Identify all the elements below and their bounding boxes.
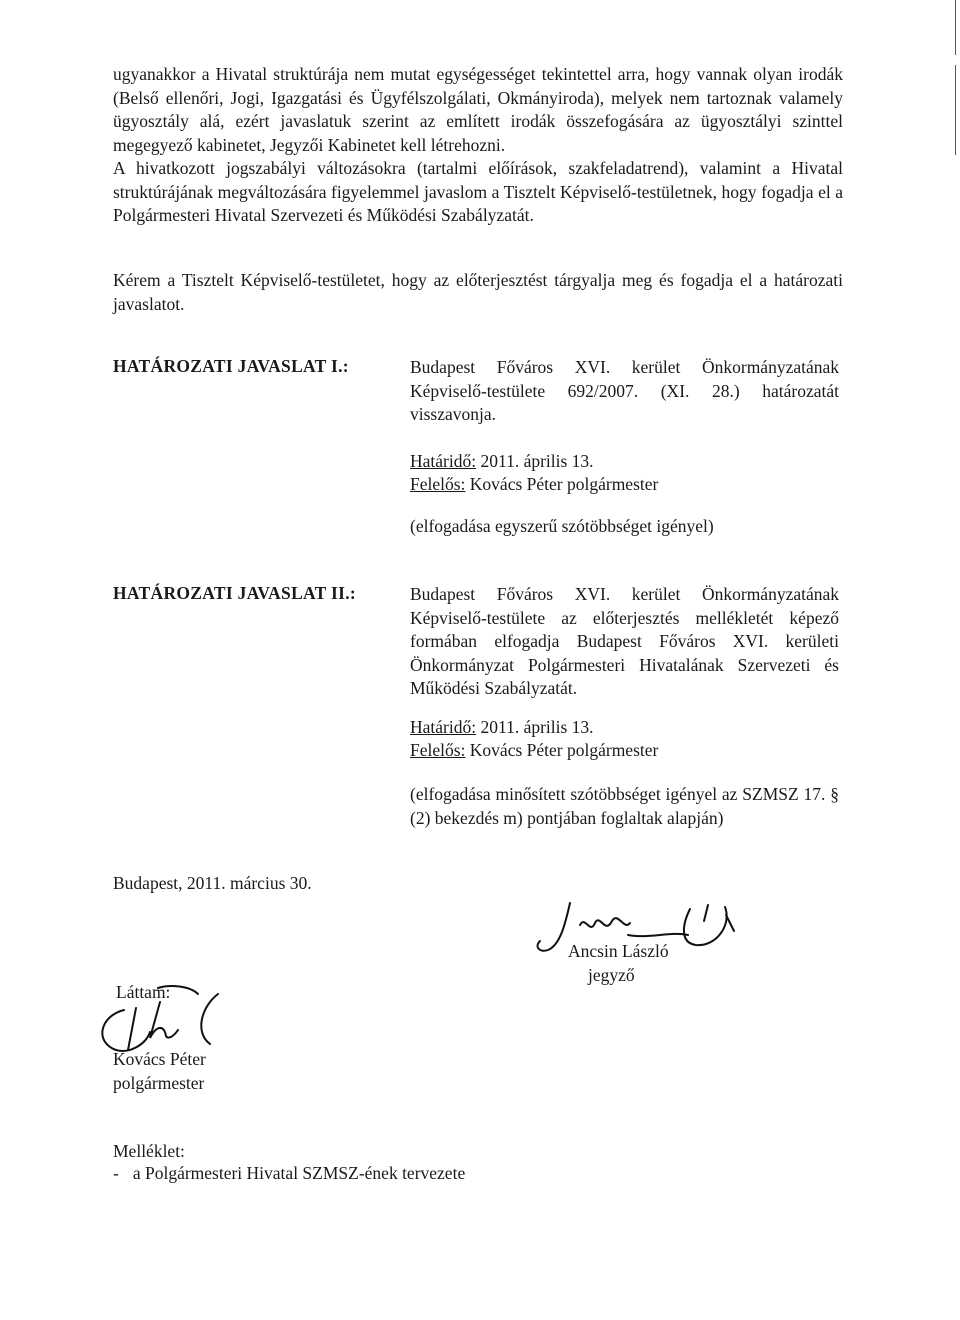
place-date: Budapest, 2011. március 30. bbox=[113, 873, 312, 893]
proposal-2-text: Budapest Főváros XVI. kerület Önkormányzatának Képviselő-testülete az előterjesztés mellékletét képező formában elfogadja Budapest Főváros XVI. kerületi Önkormányzat Polgármesteri Hivatalának Szervezeti és Működési Szabályzatát. bbox=[410, 584, 839, 698]
deadline-value: 2011. április 13. bbox=[476, 451, 594, 471]
scan-edge-line bbox=[955, 65, 956, 155]
proposal-1-heading: HATÁROZATI JAVASLAT I.: bbox=[113, 356, 349, 376]
scan-edge-line bbox=[955, 0, 956, 55]
responsible-label: Felelős: bbox=[410, 474, 466, 494]
approval-label: Láttam: bbox=[116, 982, 171, 1002]
proposal-2-adoption-note: (elfogadása minősített szótöbbséget igényel az SZMSZ 17. § (2) bekezdés m) pontjában foglaltak alapján) bbox=[410, 784, 839, 828]
deadline-value: 2011. április 13. bbox=[476, 717, 594, 737]
second-paragraph: A hivatkozott jogszabályi változásokra (tartalmi előírások, szakfeladatrend), valamint a Hivatal struktúrájának megváltozására figyelemmel javaslom a Tisztelt Képviselő-testületnek, hogy fogadja el a Polgármesteri Hivatal Szervezeti és Működési Szabályzatát. bbox=[113, 158, 843, 225]
proposal-1-adoption-note: (elfogadása egyszerű szótöbbséget igényel) bbox=[410, 516, 714, 536]
request-paragraph: Kérem a Tisztelt Képviselő-testületet, hogy az előterjesztést tárgyalja meg és fogadja el a határozati javaslatot. bbox=[113, 270, 843, 314]
approval-name: Kovács Péter bbox=[113, 1049, 206, 1069]
proposal-2-deadline bbox=[410, 717, 594, 738]
proposal-2-heading: HATÁROZATI JAVASLAT II.: bbox=[113, 583, 357, 603]
attachment-item-text: a Polgármesteri Hivatal SZMSZ-ének tervezete bbox=[132, 1163, 466, 1183]
attachment-label: Melléklet: bbox=[113, 1141, 185, 1161]
attachment-item bbox=[113, 1163, 465, 1184]
deadline-label: Határidő: bbox=[410, 451, 477, 471]
notary-name: Ancsin László bbox=[568, 941, 669, 961]
notary-title: jegyző bbox=[588, 965, 635, 985]
proposal-2-responsible bbox=[410, 740, 658, 761]
proposal-1-text: Budapest Főváros XVI. kerület Önkormányzatának Képviselő-testülete 692/2007. (XI. 28.) határozatát visszavonja. bbox=[410, 357, 839, 424]
responsible-label: Felelős: bbox=[410, 740, 466, 760]
proposal-1-deadline bbox=[410, 451, 594, 472]
proposal-1-responsible bbox=[410, 474, 658, 495]
approval-title: polgármester bbox=[113, 1073, 205, 1093]
list-dash: - bbox=[113, 1163, 119, 1183]
deadline-label: Határidő: bbox=[410, 717, 477, 737]
responsible-value: Kovács Péter polgármester bbox=[465, 740, 659, 760]
responsible-value: Kovács Péter polgármester bbox=[465, 474, 659, 494]
intro-paragraph: ugyanakkor a Hivatal struktúrája nem mutat egységességet tekintettel arra, hogy vannak olyan irodák (Belső ellenőri, Jogi, Igazgatási és Ügyfélszolgálati, Okmányiroda), melyek nem tartoznak valamely ügyosztály alá, ezért javaslatuk szerint az említett irodák összefogására az ügyosztályi szinttel megegyező kabinetet, Jegyzői Kabinetet kell létrehozni. bbox=[113, 64, 843, 155]
